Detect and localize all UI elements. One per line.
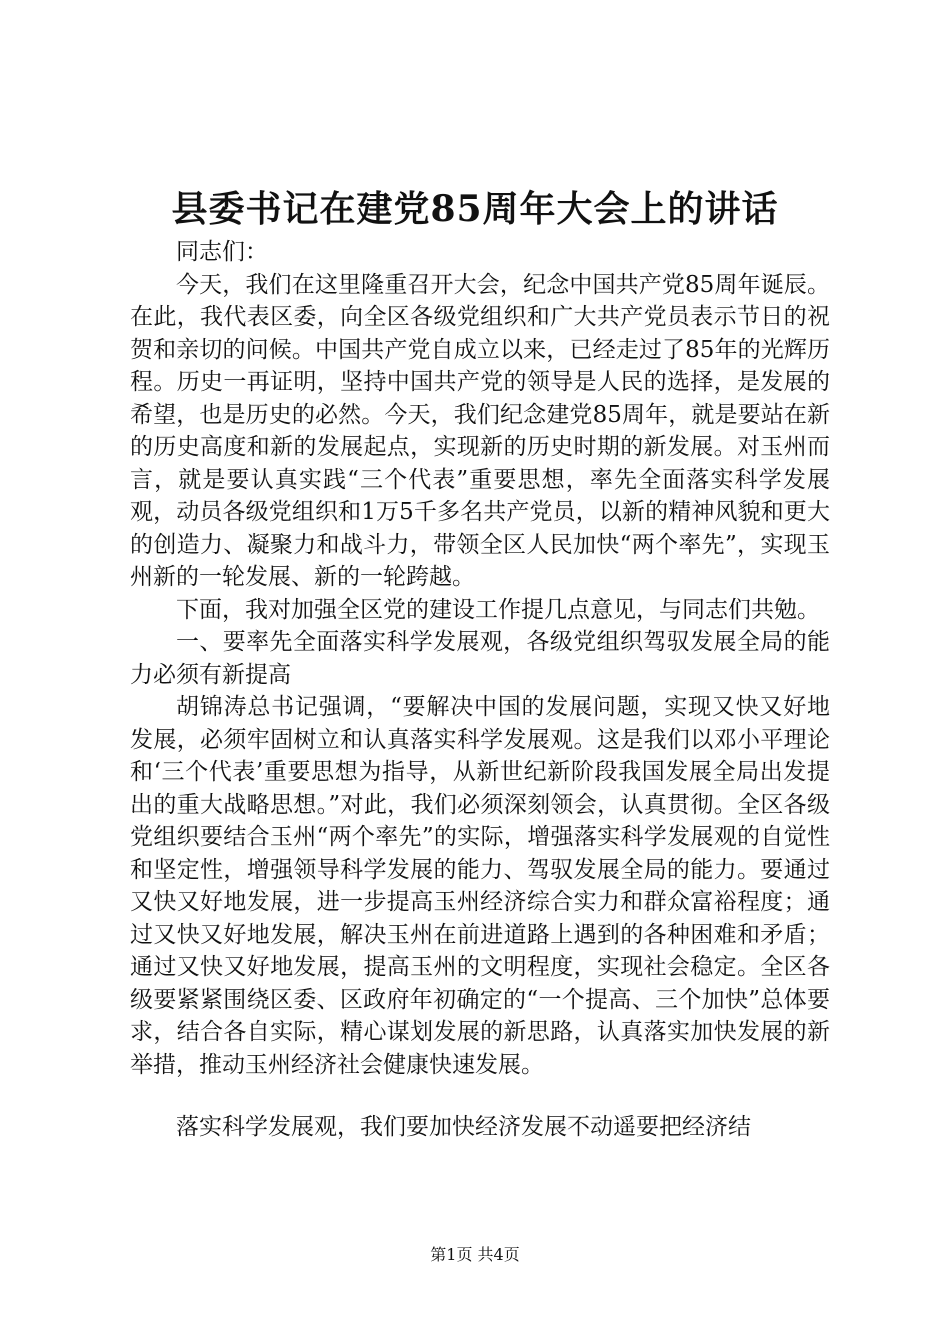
- document-body: [130, 236, 830, 1144]
- paragraph: 落实科学发展观，我们要加快经济发展不动遥要把经济结: [176, 1114, 751, 1140]
- paragraph: 今天，我们在这里隆重召开大会，纪念中国共产党85周年诞辰。在此，我代表区委，向全区各级党组织和广大共产党员表示节日的祝贺和亲切的问候。中国共产党自成立以来，已经走过了85年的光辉历程。历史一再证明，坚持中国共产党的领导是人民的选择，是发展的希望，也是历史的必然。今天，我们纪念建党85周年，就是要站在新的历史高度和新的发展起点，实现新的历史时期的新发展。对玉州而言，就是要认真实践“三个代表”重要思想，率先全面落实科学发展观，动员各级党组织和1万5千多名共产党员，以新的精神风貌和更大的创造力、凝聚力和战斗力，带领全区人民加快“两个率先”，实现玉州新的一轮发展、新的一轮跨越。: [130, 271, 830, 590]
- paragraph: 下面，我对加强全区党的建设工作提几点意见，与同志们共勉。: [176, 596, 820, 623]
- paragraph: 胡锦涛总书记强调，“要解决中国的发展问题，实现又快又好地发展，必须牢固树立和认真落实科学发展观。这是我们以邓小平理论和‘三个代表’重要思想为指导，从新世纪新阶段我国发展全局出发提出的重大战略思想。”对此，我们必须深刻领会，认真贯彻。全区各级党组织要结合玉州“两个率先”的实际，增强落实科学发展观的自觉性和坚定性，增强领导科学发展的能力、驾驭发展全局的能力。要通过又快又好地发展，进一步提高玉州经济综合实力和群众富裕程度；通过又快又好地发展，解决玉州在前进道路上遇到的各种困难和矛盾；通过又快又好地发展，提高玉州的文明程度，实现社会稳定。全区各级要紧紧围绕区委、区政府年初确定的“一个提高、三个加快”总体要求，结合各自实际，精心谋划发展的新思路，认真落实加快发展的新举措，推动玉州经济社会健康快速发展。: [130, 694, 830, 1078]
- document-title: 县委书记在建党85周年大会上的讲话: [171, 188, 779, 230]
- salutation: 同志们：: [176, 239, 268, 265]
- page-footer: 第1页 共4页: [430, 1245, 520, 1264]
- section-heading: 一、要率先全面落实科学发展观，各级党组织驾驭发展全局的能力必须有新提高: [130, 629, 830, 688]
